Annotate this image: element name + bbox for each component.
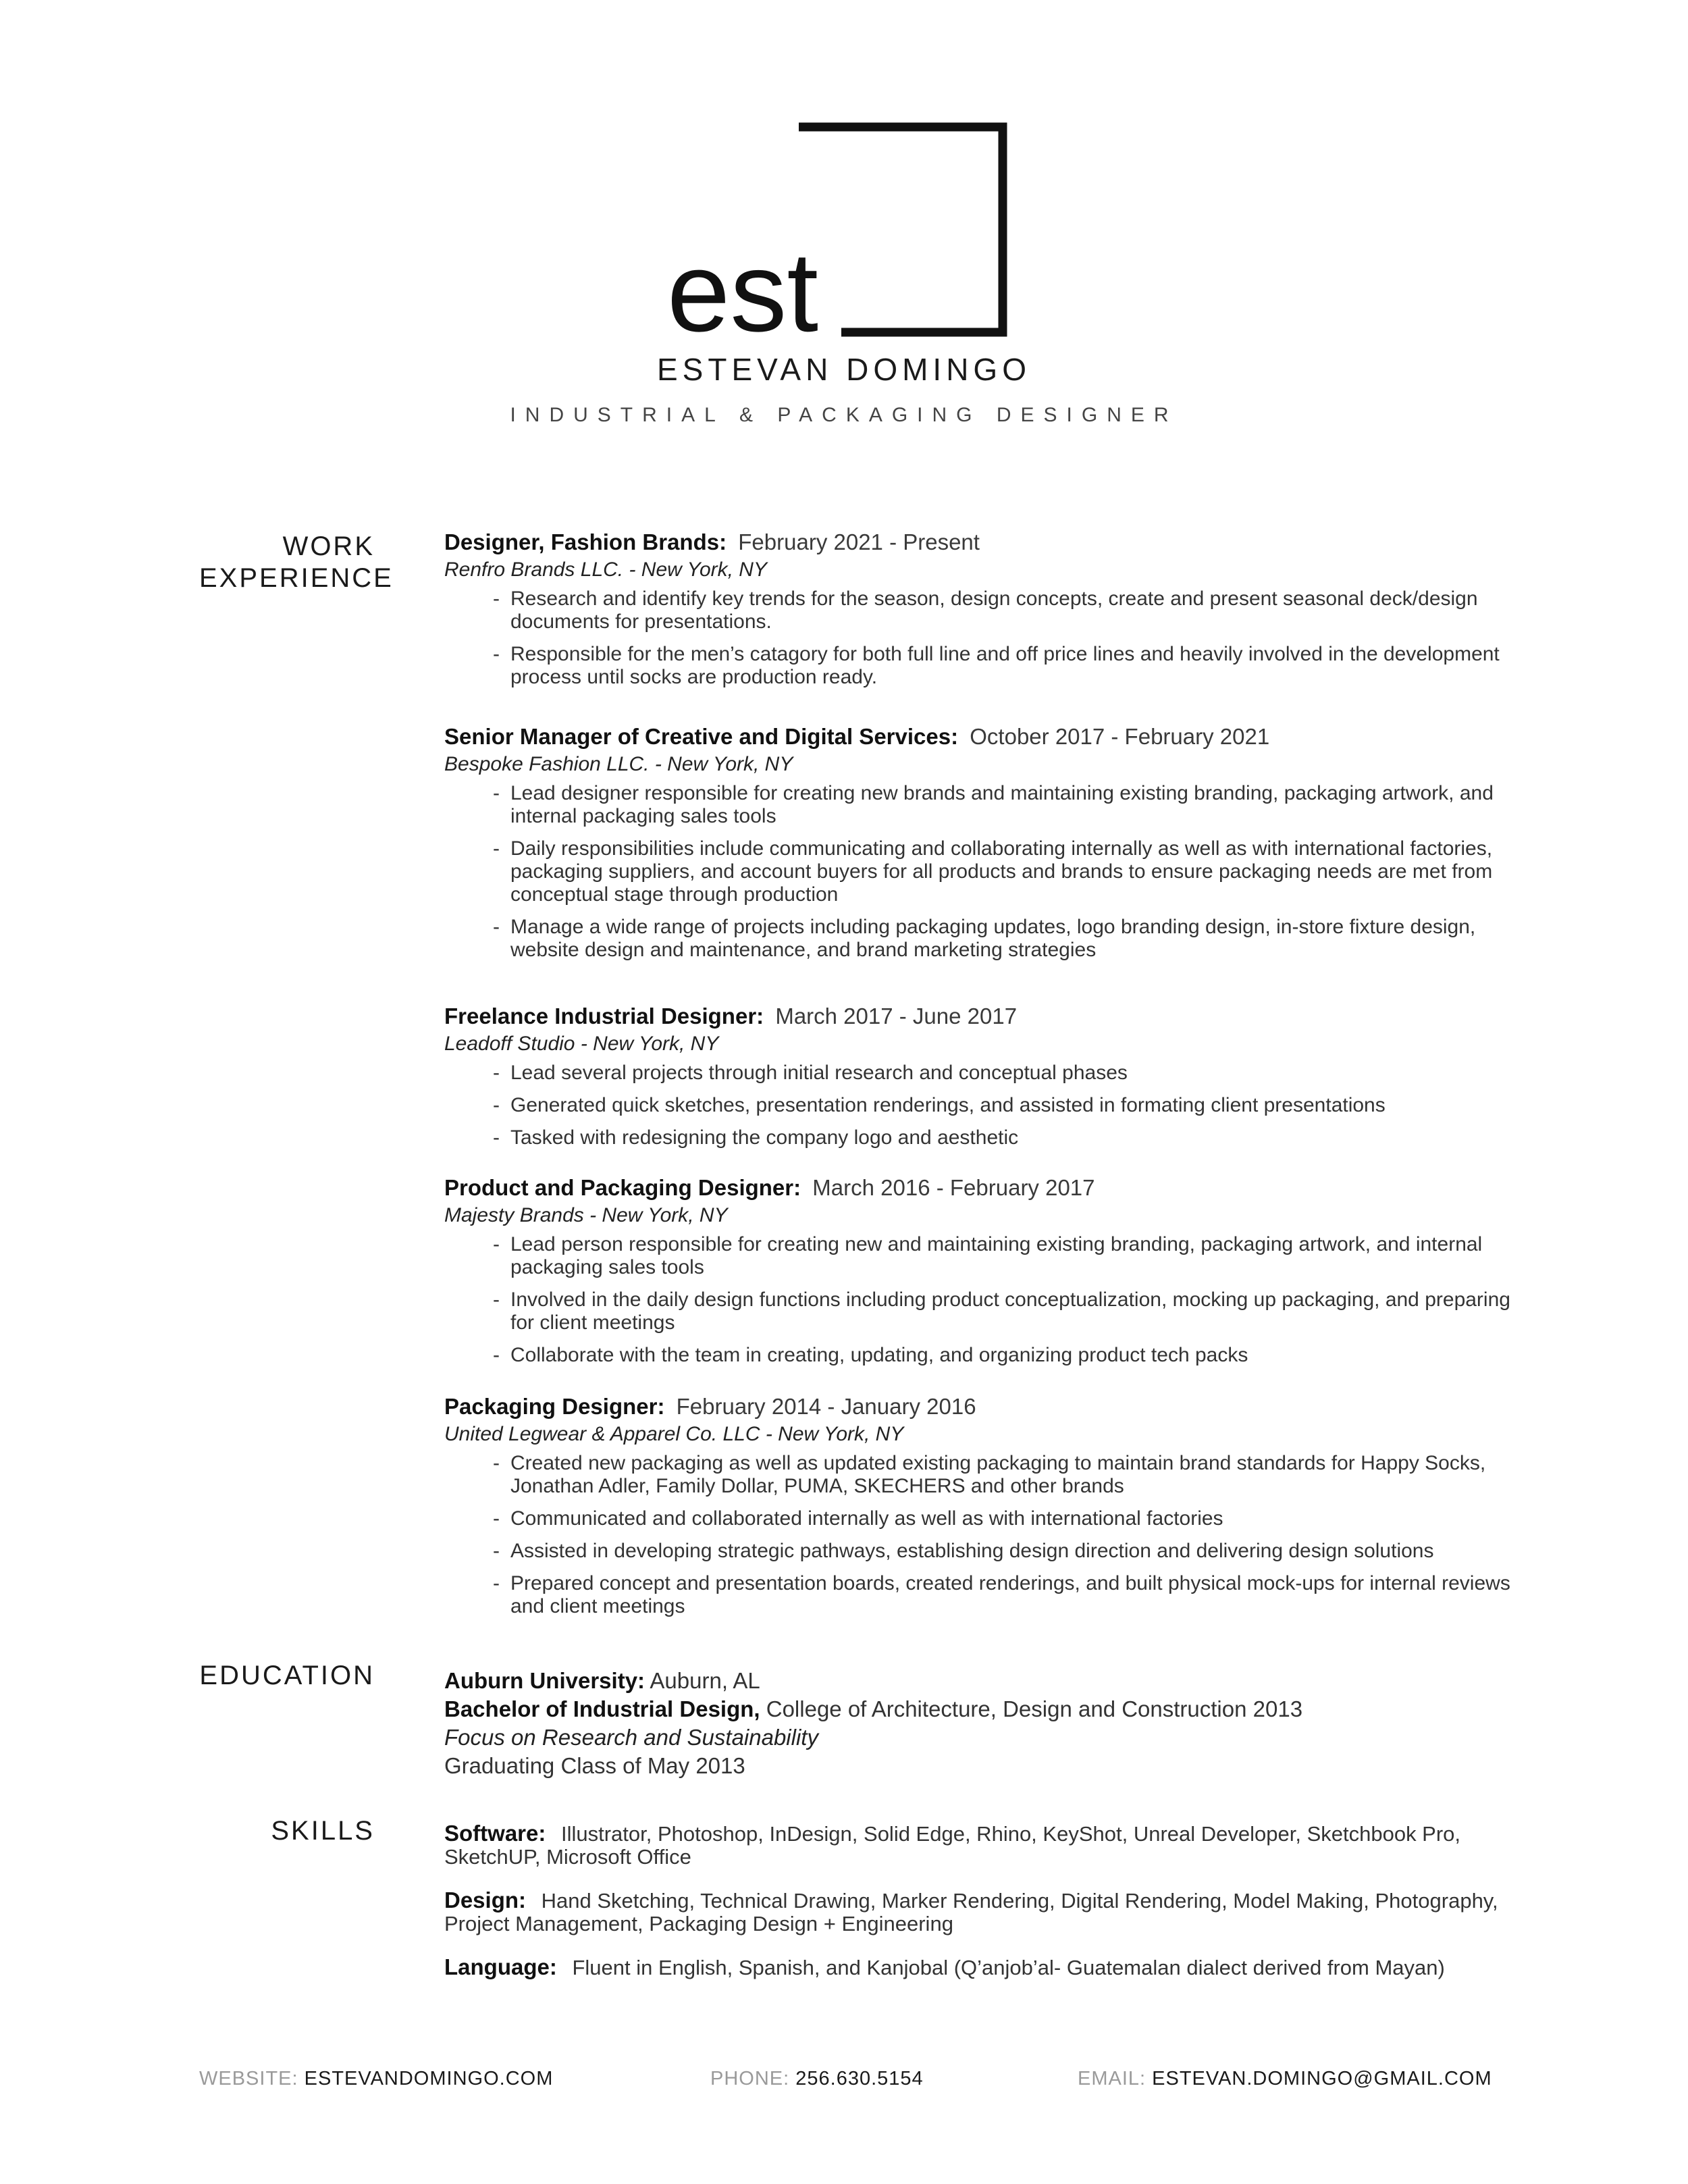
work-label-text: WORK EXPERIENCE — [199, 531, 394, 593]
list-item: - Lead several projects through initial research and conceptual phases — [493, 1062, 1525, 1085]
skill-text: Hand Sketching, Technical Drawing, Marker Rendering, Digital Rendering, Model Making, Photography, Project Management, Packaging Design + Engineering — [444, 1889, 1498, 1935]
phone-number: 256.630.5154 — [795, 2068, 924, 2089]
person-name: ESTEVAN DOMINGO — [657, 352, 1031, 387]
logo-square — [799, 127, 1003, 332]
job-title: Packaging Designer: — [444, 1394, 665, 1419]
skill-label: Software: — [444, 1821, 546, 1846]
job-title: Designer, Fashion Brands: — [444, 529, 727, 554]
list-item: - Research and identify key trends for the season, design concepts, create and present seasonal deck/design documents for presentations. — [493, 588, 1525, 633]
job-entry — [444, 723, 1525, 971]
skill-row-software — [444, 1822, 1525, 1869]
job-bullets — [444, 588, 1525, 689]
skills — [444, 1822, 1525, 2000]
job-entry — [444, 1393, 1525, 1628]
list-item: - Tasked with redesigning the company logo and aesthetic — [493, 1126, 1525, 1149]
list-item: - Communicated and collaborated internally as well as with international factories — [493, 1507, 1525, 1530]
job-bullets — [444, 1452, 1525, 1618]
logo — [0, 0, 1688, 351]
education — [444, 1667, 1525, 1780]
job-dates: February 2021 - Present — [738, 529, 980, 554]
education-degree-line — [444, 1695, 1525, 1723]
job-header — [444, 528, 1525, 556]
job-header — [444, 723, 1525, 751]
job-dates: February 2014 - January 2016 — [676, 1394, 976, 1419]
list-item: - Daily responsibilities include communicating and collaborating internally as well as with international factories, packaging suppliers, and account buyers for all products and brands to ensure packaging needs are met from conceptual stage through production — [493, 837, 1525, 906]
job-bullets — [444, 1062, 1525, 1149]
section-label-work — [199, 531, 394, 594]
footer-email — [1078, 2068, 1492, 2090]
footer-phone — [710, 2068, 924, 2090]
footer-website — [199, 2068, 553, 2090]
education-graduation: Graduating Class of May 2013 — [444, 1753, 745, 1778]
list-item: - Assisted in developing strategic pathways, establishing design direction and delivering design solutions — [493, 1540, 1525, 1563]
email-link[interactable]: ESTEVAN.DOMINGO@GMAIL.COM — [1152, 2068, 1492, 2089]
job-dates: October 2017 - February 2021 — [970, 724, 1270, 749]
job-dates: March 2016 - February 2017 — [812, 1175, 1095, 1200]
job-company: Renfro Brands LLC. - New York, NY — [444, 558, 767, 581]
job-header — [444, 1002, 1525, 1031]
list-item: - Manage a wide range of projects including packaging updates, logo branding design, in-store fixture design, website design and maintenance, and brand marketing strategies — [493, 916, 1525, 962]
job-dates: March 2017 - June 2017 — [775, 1004, 1018, 1029]
job-entry — [444, 528, 1525, 698]
job-title: Product and Packaging Designer: — [444, 1175, 801, 1200]
job-company: United Legwear & Apparel Co. LLC - New York, NY — [444, 1423, 904, 1445]
education-school-line — [444, 1667, 1525, 1695]
list-item: - Lead person responsible for creating new and maintaining existing branding, packaging artwork, and internal packaging sales tools — [493, 1233, 1525, 1279]
list-item: - Created new packaging as well as updated existing packaging to maintain brand standards for Happy Socks, Jonathan Adler, Family Dollar, PUMA, SKECHERS and other brands — [493, 1452, 1525, 1498]
skill-text: Fluent in English, Spanish, and Kanjobal (Q’anjob’al- Guatemalan dialect derived from Mayan) — [572, 1956, 1445, 1979]
list-item: - Involved in the daily design functions including product conceptualization, mocking up packaging, and preparing for client meetings — [493, 1289, 1525, 1334]
job-entry — [444, 1002, 1525, 1159]
skill-row-design — [444, 1889, 1525, 1935]
skill-row-language — [444, 1956, 1525, 1979]
job-header — [444, 1174, 1525, 1202]
job-entry — [444, 1174, 1525, 1376]
job-bullets — [444, 782, 1525, 962]
website-link[interactable]: ESTEVANDOMINGO.COM — [304, 2068, 554, 2089]
job-title: Senior Manager of Creative and Digital Services: — [444, 724, 959, 749]
degree-name: Bachelor of Industrial Design, — [444, 1696, 760, 1721]
job-bullets — [444, 1233, 1525, 1367]
list-item: - Generated quick sketches, presentation renderings, and assisted in formating client presentations — [493, 1094, 1525, 1117]
school-name: Auburn University: — [444, 1668, 645, 1693]
college-name: College of Architecture, Design and Construction 2013 — [766, 1696, 1303, 1721]
website-label: WEBSITE: — [199, 2068, 298, 2089]
skill-label: Language: — [444, 1954, 557, 1979]
phone-label: PHONE: — [710, 2068, 790, 2089]
list-item: - Lead designer responsible for creating new brands and maintaining existing branding, packaging artwork, and internal packaging sales tools — [493, 782, 1525, 828]
school-location: Auburn, AL — [650, 1668, 760, 1693]
section-label-education: EDUCATION — [199, 1661, 375, 1690]
job-header — [444, 1393, 1525, 1421]
list-item: - Prepared concept and presentation boards, created renderings, and built physical mock-ups for internal reviews and client meetings — [493, 1572, 1525, 1618]
job-company: Bespoke Fashion LLC. - New York, NY — [444, 753, 793, 775]
logo-text: est — [666, 228, 818, 351]
job-company: Majesty Brands - New York, NY — [444, 1204, 728, 1226]
job-title: Freelance Industrial Designer: — [444, 1004, 764, 1029]
email-label: EMAIL: — [1078, 2068, 1146, 2089]
skill-label: Design: — [444, 1888, 527, 1913]
job-company: Leadoff Studio - New York, NY — [444, 1033, 719, 1055]
section-label-skills: SKILLS — [271, 1816, 375, 1846]
education-focus: Focus on Research and Sustainability — [444, 1725, 818, 1750]
skill-text: Illustrator, Photoshop, InDesign, Solid Edge, Rhino, KeyShot, Unreal Developer, Sketchbook Pro, SketchUP, Microsoft Office — [444, 1822, 1461, 1869]
job-tagline: INDUSTRIAL & PACKAGING DESIGNER — [510, 404, 1178, 426]
list-item: - Responsible for the men’s catagory for both full line and off price lines and heavily involved in the development process until socks are production ready. — [493, 643, 1525, 689]
list-item: - Collaborate with the team in creating, updating, and organizing product tech packs — [493, 1344, 1525, 1367]
